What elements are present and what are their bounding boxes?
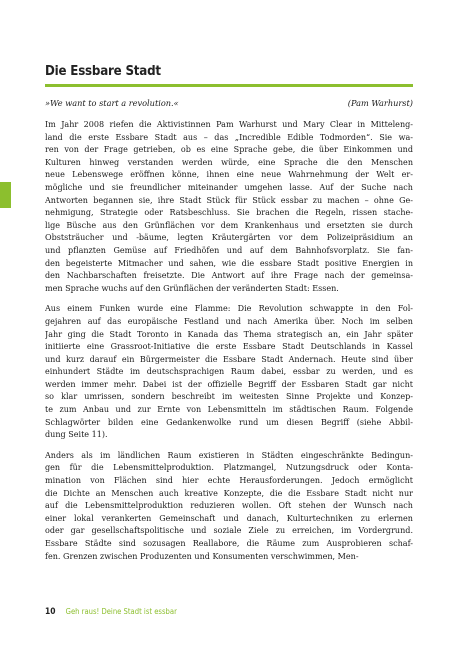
text-line: auf die Lebensmittelproduktion reduzieren wollen. Oft stehen der Wunsch nach (45, 501, 413, 511)
text-line: dung Seite 11). (45, 430, 108, 440)
text-line: den Nachbarschaften freisetzte. Die Antwort auf ihre Frage nach der gemeinsa- (45, 271, 413, 281)
text-line: Im Jahr 2008 riefen die Aktivistinnen Pam Warhurst und Mary Clear in Mitteleng- (45, 120, 413, 129)
text-line: Jahr ging die Stadt Toronto in Kanada das Thema strategisch an, ein Jahr später (45, 329, 413, 339)
title-rule (45, 84, 413, 87)
paragraph-3 (45, 450, 413, 563)
page-number: 10 (45, 606, 56, 616)
text-line: mögliche und sie freundlicher miteinander umgehen lasse. Auf der Suche nach (45, 182, 413, 192)
text-line: gejahren auf das europäische Festland und nach Amerika über. Noch im selben (45, 316, 413, 326)
paragraph-2 (45, 303, 413, 442)
text-line: Schlagwörter bilden eine Gedankenwolke rund um diesen Begriff (siehe Abbil- (45, 417, 413, 427)
epigraph-author: (Pam Warhurst) (347, 98, 413, 108)
text-line: nehmigung, Strategie oder Ratsbeschluss. Sie brachen die Regeln, rissen stache- (45, 208, 413, 218)
chapter-title: Die Essbare Stadt (45, 64, 161, 79)
text-line: und pflanzten Gemüse auf Friedhöfen und auf dem Bahnhofsvorplatz. Sie fan- (45, 245, 413, 255)
chapter-side-tab (0, 182, 11, 208)
body-text (45, 119, 413, 571)
text-line: Anders als im ländlichen Raum existieren in Städten eingeschränkte Bedingun- (45, 450, 413, 460)
epigraph (45, 97, 413, 109)
text-line: Antworten begannen sie, ihre Stadt Stück für Stück essbar zu machen – ohne Ge- (45, 195, 413, 205)
text-line: den begeisterte Mitmacher und sahen, wie die essbare Stadt positive Energien in (45, 258, 413, 268)
text-line: initiierte eine Grassroot-Initiative die erste Essbare Stadt Deutschlands in Kassel (45, 342, 413, 352)
text-line: einer lokal verankerten Gemeinschaft und danach, Kulturtechniken zu erlernen (45, 513, 413, 523)
text-line: te zum Anbau und zur Ernte von Lebensmitteln im städtischen Raum. Folgende (45, 405, 413, 415)
text-line: werden immer mehr. Dabei ist der offizielle Begriff der Essbaren Stadt gar nicht (45, 379, 413, 389)
text-line: gen für die Lebensmittelproduktion. Platzmangel, Nutzungsdruck oder Konta- (45, 463, 413, 473)
text-line: Kulturen hinweg verstanden werden würde, eine Sprache die den Menschen (45, 157, 413, 167)
paragraph-1 (45, 119, 413, 295)
text-line: oder gar gesellschaftspolitische und soziale Ziele zu erreichen, im Vordergrund. (45, 526, 413, 536)
text-line: neue Lebenswege eröffnen könne, ihnen eine neue Wahrnehmung der Welt er- (45, 170, 413, 180)
text-line: lige Büsche aus den Grünflächen vor dem Krankenhaus und ersetzten sie durch (45, 220, 413, 230)
text-line: Obststräucher und -bäume, legten Kräutergärten vor dem Polizeipräsidium an (45, 233, 413, 243)
text-line: land die erste Essbare Stadt aus – das „Incredible Edible Todmorden“. Sie wa- (45, 132, 413, 142)
epigraph-text: »We want to start a revolution.« (45, 98, 179, 108)
footer-book-title: Geh raus! Deine Stadt ist essbar (65, 607, 177, 616)
text-line: einhundert Städte im deutschsprachigen Raum dabei, essbar zu werden, und es (45, 367, 413, 377)
text-line: und kurz darauf ein Bürgermeister die Essbare Stadt Andernach. Heute sind über (45, 354, 413, 364)
text-line: mination von Flächen sind hier echte Herausforderungen. Jedoch ermöglicht (45, 476, 413, 486)
text-line: so klar umrissen, sondern beschreibt im weitesten Sinne Projekte und Konzep- (45, 392, 413, 402)
text-line: ren von der Frage getrieben, ob es eine Sprache gebe, die über Einkommen und (45, 145, 413, 155)
text-line: Essbare Städte sind sozusagen Reallabore, die Räume zum Ausprobieren schaf- (45, 539, 413, 548)
text-line: die Dichte an Menschen auch kreative Konzepte, die die Essbare Stadt nicht nur (45, 488, 413, 498)
text-line: fen. Grenzen zwischen Produzenten und Konsumenten verschwimmen, Men- (45, 551, 359, 561)
text-line: men Sprache wuchs auf den Grünflächen der veränderten Stadt: Essen. (45, 283, 339, 293)
text-line: Aus einem Funken wurde eine Flamme: Die Revolution schwappte in den Fol- (45, 304, 413, 314)
page-footer (45, 606, 177, 616)
